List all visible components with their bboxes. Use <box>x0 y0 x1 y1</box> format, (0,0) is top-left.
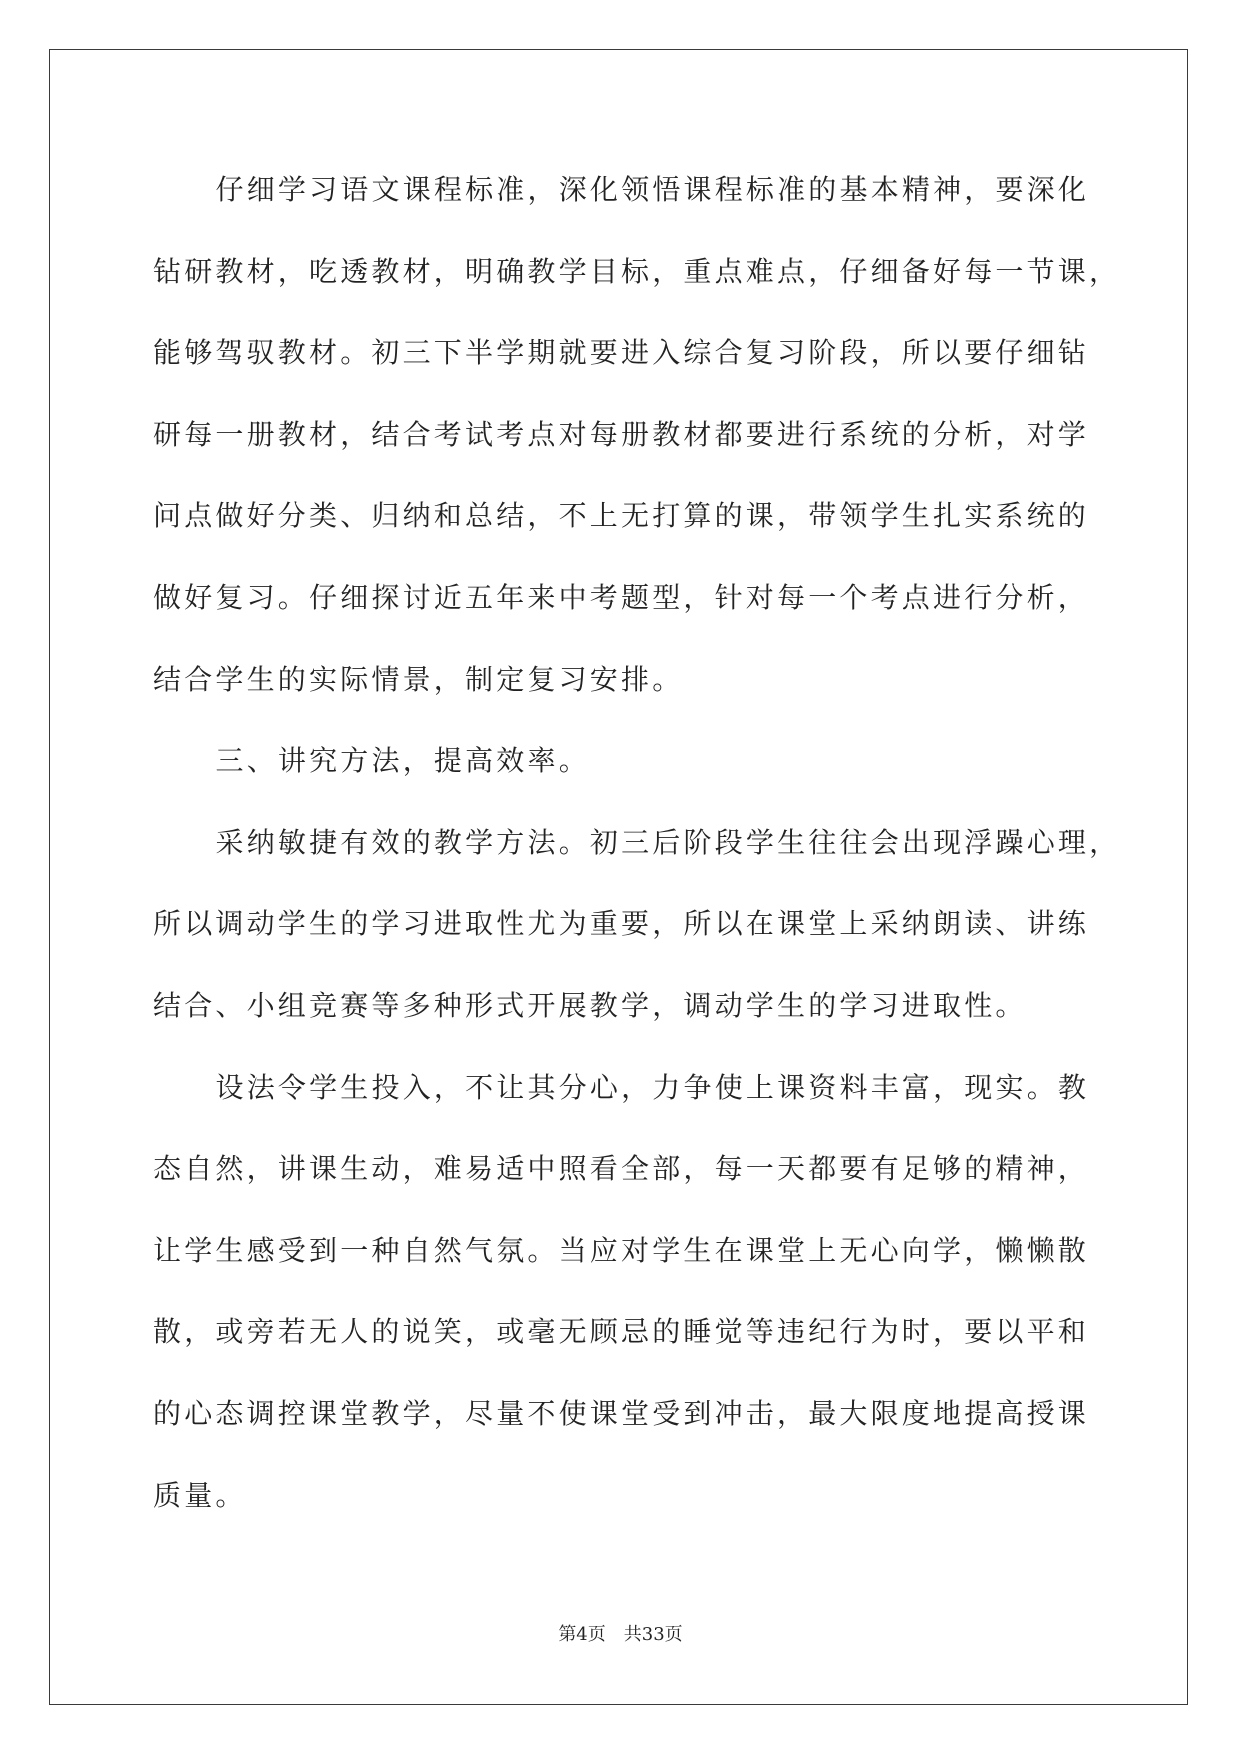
section-heading <box>153 720 1133 802</box>
paragraph <box>153 1047 1133 1537</box>
text-line: 采纳敏捷有效的教学方法。初三后阶段学生往往会出现浮躁心理， <box>215 825 1121 859</box>
paragraph <box>153 149 1133 720</box>
text-line: 研每一册教材，结合考试考点对每册教材都要进行系统的分析，对学 <box>153 417 1090 451</box>
document-body <box>153 149 1133 1536</box>
page-footer <box>0 1622 1241 1648</box>
text-line: 设法令学生投入，不让其分心，力争使上课资料丰富，现实。教 <box>215 1070 1090 1104</box>
text-line: 让学生感受到一种自然气氛。当应对学生在课堂上无心向学，懒懒散 <box>153 1233 1090 1267</box>
section-heading-text: 三、讲究方法，提高效率。 <box>215 744 590 778</box>
text-line: 质量。 <box>153 1478 247 1512</box>
text-line: 问点做好分类、归纳和总结，不上无打算的课，带领学生扎实系统的 <box>153 499 1090 533</box>
text-line: 做好复习。仔细探讨近五年来中考题型，针对每一个考点进行分析， <box>153 580 1090 614</box>
text-line: 的心态调控课堂教学，尽量不使课堂受到冲击，最大限度地提高授课 <box>153 1396 1090 1430</box>
text-line: 能够驾驭教材。初三下半学期就要进入综合复习阶段，所以要仔细钻 <box>153 336 1090 370</box>
text-line: 钻研教材，吃透教材，明确教学目标，重点难点，仔细备好每一节课， <box>153 254 1121 288</box>
total-pages: 共33页 <box>623 1624 683 1645</box>
text-line: 仔细学习语文课程标准，深化领悟课程标准的基本精神，要深化 <box>215 173 1090 206</box>
text-line: 结合学生的实际情景，制定复习安排。 <box>153 662 684 696</box>
text-line: 结合、小组竞赛等多种形式开展教学，调动学生的学习进取性。 <box>153 988 1027 1022</box>
text-line: 态自然，讲课生动，难易适中照看全部，每一天都要有足够的精神， <box>153 1152 1090 1186</box>
text-line: 散，或旁若无人的说笑，或毫无顾忌的睡觉等违纪行为时，要以平和 <box>153 1315 1090 1349</box>
paragraph <box>153 802 1133 1047</box>
page-number: 第4页 <box>558 1624 606 1645</box>
text-line: 所以调动学生的学习进取性尤为重要，所以在课堂上采纳朗读、讲练 <box>153 907 1090 941</box>
